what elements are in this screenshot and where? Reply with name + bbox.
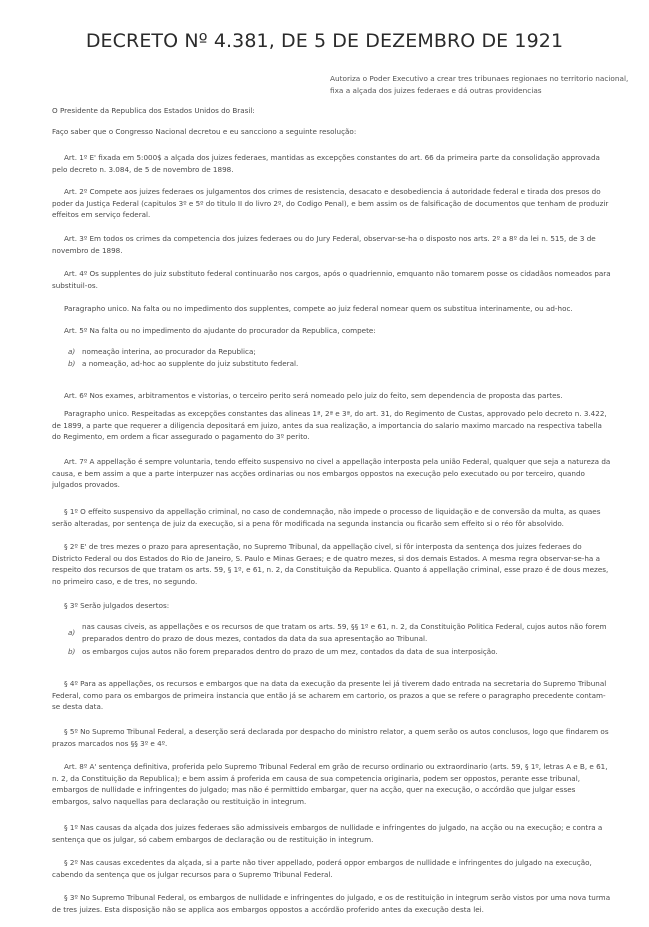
- list-text: a nomeação, ad-hoc ao supplente do juiz substituto federal.: [82, 359, 299, 368]
- article-1: Art. 1º E' fixada em 5:000$ a alçada dos juizes federaes, mantidas as excepções constantes do art. 66 da primeira parte da consolidação approvada pelo decreto n. 3.084, de 5 de novembro de 1898.: [52, 153, 600, 174]
- list-text: os embargos cujos autos não forem preparados dentro do prazo de um mez, contados da data de sua interposição.: [82, 647, 498, 656]
- list-text: nomeação interina, ao procurador da Republica;: [82, 347, 256, 356]
- article-8: Art. 8º A' sentença definitiva, proferida pelo Supremo Tribunal Federal em grão de recurso ordinario ou extraordinario (arts. 59, § 1º, letras A e B, e 61, n. 2, da Constituição da Republica); e bem assim á proferida em causa de sua competencia originaria, podem ser oppostos, perante esse tribunal, embargos de nullidade e infringentes do julgado; mas não é permittido embargar, quer na acção, quer na execução, o accórdão que julgar esses embargos, salvo naquellas para declaração ou restituição in integrum.: [52, 762, 608, 806]
- article-6-paragraph: Paragrapho unico. Respeitadas as excepções constantes das alineas 1ª, 2ª e 3ª, do art. 31, do Regimento de Custas, approvado pelo decreto n. 3.422, de 1899, a parte que requerer a diligencia depositará em juizo, antes da sua realização, a importancia do salario maximo marcado na respectiva tabella do Regimento, em ordem a ficar assegurado o pagamento do 3º perito.: [52, 409, 607, 441]
- intro-congress: Faço saber que o Congresso Nacional decretou e eu sancciono a seguinte resolução:: [52, 127, 357, 136]
- list-item: [68, 346, 613, 358]
- intro-president: O Presidente da Republica dos Estados Unidos do Brasil:: [52, 106, 255, 115]
- list-marker: b): [68, 647, 76, 656]
- article-5: Art. 5º Na falta ou no impedimento do ajudante do procurador da Republica, compete:: [64, 326, 376, 335]
- article-7-section-3: § 3º Serão julgados desertos:: [64, 601, 170, 610]
- list-marker: b): [68, 359, 76, 368]
- article-6: Art. 6º Nos exames, arbitramentos e vistorias, o terceiro perito será nomeado pelo juiz do feito, sem dependencia de proposta das partes.: [64, 391, 563, 400]
- article-8-section-1: § 1º Nas causas da alçada dos juizes federaes são admissiveis embargos de nullidade e infringentes do julgado, na acção ou na execução; e contra a sentença que os julgar, só cabem embargos de declaração ou de restituição in integrum.: [52, 823, 603, 844]
- article-8-section-2: § 2º Nas causas excedentes da alçada, si a parte não tiver appellado, poderá oppor embargos de nullidade e infringentes do julgado na execução, cabendo da sentença que os julgar recursos para o Supremo Tribunal Federal.: [52, 858, 592, 879]
- list-item: [68, 358, 613, 370]
- article-2: Art. 2º Compete aos juizes federaes os julgamentos dos crimes de resistencia, desacato e desobediencia á autoridade federal e tirada dos presos do poder da Justiça Federal (capitulos 3º e 5º do titulo II do livro 2º, do Codigo Penal), e bem assim os de falsificação de documentos que tenham de produzir effeitos em serviço federal.: [52, 187, 609, 219]
- article-4-paragraph: Paragrapho unico. Na falta ou no impedimento dos supplentes, compete ao juiz federal nomear quem os substitua interinamente, ou ad-hoc.: [64, 304, 573, 313]
- article-7-section-1: § 1º O effeito suspensivo da appellação criminal, no caso de condemnação, não impede o processo de liquidação e de conversão da multa, as quaes serão alteradas, por sentença de juiz da execução, si a pena fôr modificada na segunda instancia ou ficarão sem effeito si o réo fôr absolvido.: [52, 507, 601, 528]
- list-text: nas causas civeis, as appellações e os recursos de que tratam os arts. 59, §§ 1º e 61, n. 2, da Constituição Politica Federal, cujos autos não forem preparados dentro do prazo de dous mezes, contados da data da sua apresentação ao Tribunal.: [82, 622, 607, 643]
- article-8-section-3: § 3º No Supremo Tribunal Federal, os embargos de nullidade e infringentes do julgado, e os de restituição in integrum serão vistos por uma nova turma de tres juizes. Esta disposição não se applica aos embargos oppostos a accórdão proferido antes da execução desta lei.: [52, 893, 611, 914]
- list-marker: a): [68, 347, 76, 356]
- article-7-section-4: § 4º Para as appellações, os recursos e embargos que na data da execução da presente lei já tiverem dado entrada na secretaria do Supremo Tribunal Federal, como para os embargos de primeira instancia que então já se acharem em cartorio, os prazos a que se refere o paragrapho precedente contam-se desta data.: [52, 679, 607, 711]
- list-marker: a): [68, 628, 76, 637]
- ementa: Autoriza o Poder Executivo a crear tres tribunaes regionaes no territorio nacional, fixa a alçada dos juizes federaes e dá outras providencias: [330, 74, 629, 95]
- article-7-section-2: § 2º E' de tres mezes o prazo para apresentação, no Supremo Tribunal, da appellação civel, si fôr interposta da sentença dos juizes federaes do Districto Federal ou dos Estados do Rio de Janeiro, S. Paulo e Minas Geraes; e de quatro mezes, si dos demais Estados. A mesma regra observar-se-ha a respeito dos recursos de que tratam os arts. 59, § 1º, e 61, n. 2, da Constituição da Republica. Quanto á appellação criminal, esse prazo é de dous mezes, no primeiro caso, e de tres, no segundo.: [52, 542, 609, 586]
- article-3: Art. 3º Em todos os crimes da competencia dos juizes federaes ou do Jury Federal, observar-se-ha o disposto nos arts. 2º a 8º da lei n. 515, de 3 de novembro de 1898.: [52, 234, 596, 255]
- article-4: Art. 4º Os supplentes do juiz substituto federal continuarão nos cargos, após o quadriennio, emquanto não tomarem posse os cidadãos nomeados para substituil-os.: [52, 269, 611, 290]
- list-item: [68, 646, 613, 658]
- article-7: Art. 7º A appellação é sempre voluntaria, tendo effeito suspensivo no civel a appellação interposta pela união Federal, qualquer que seja a natureza da causa, e bem assim a que a parte interpuzer nas acções ordinarias ou nos embargos oppostos na execução pelo executado ou por terceiro, quando julgados provados.: [52, 457, 611, 489]
- article-7-section-5: § 5º No Supremo Tribunal Federal, a deserção será declarada por despacho do ministro relator, a quem serão os autos conclusos, logo que findarem os prazos marcados nos §§ 3º e 4º.: [52, 727, 609, 748]
- page-title: DECRETO Nº 4.381, DE 5 DE DEZEMBRO DE 1921: [85, 30, 564, 52]
- list-item: [68, 621, 613, 644]
